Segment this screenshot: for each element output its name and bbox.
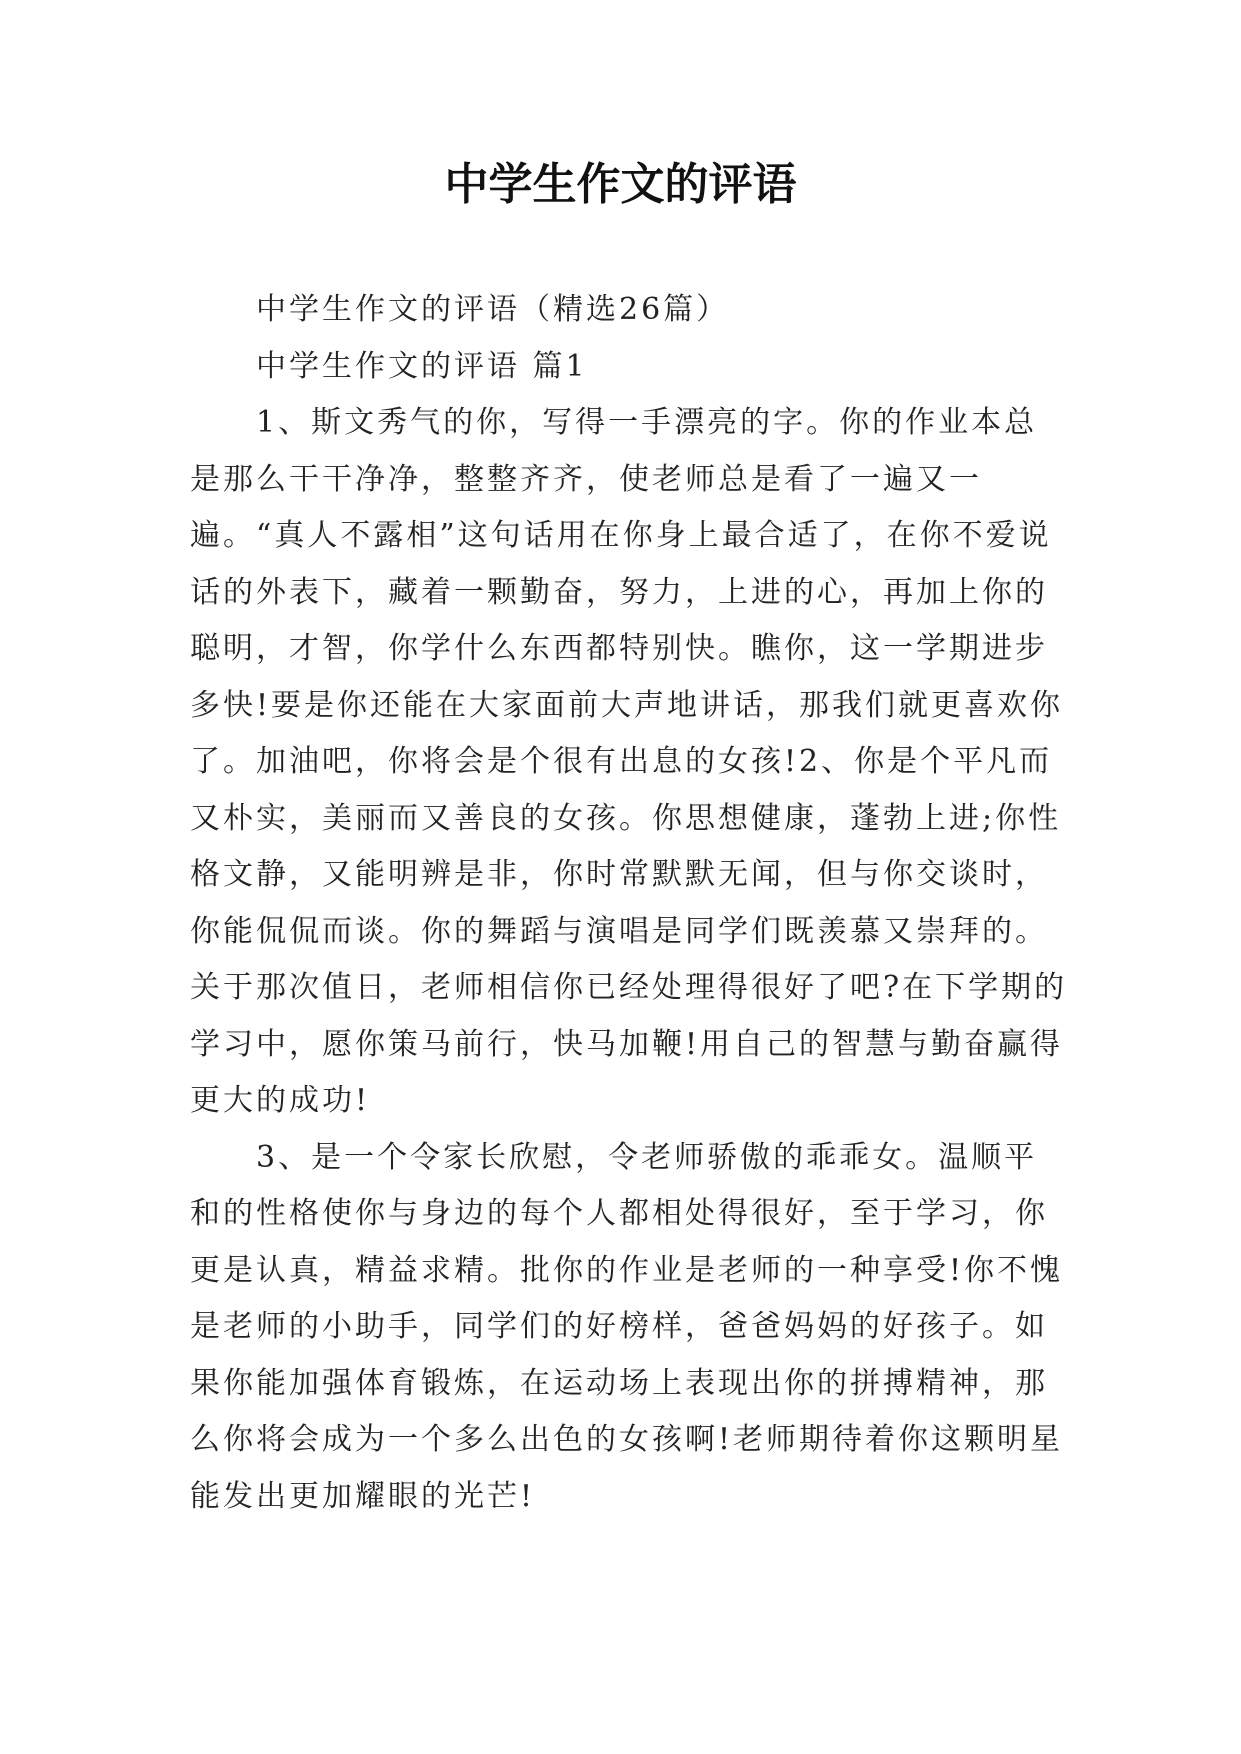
document-body xyxy=(190,282,1070,1525)
document-title: 中学生作文的评语 xyxy=(444,159,797,210)
body-paragraph: 1、斯文秀气的你，写得一手漂亮的字。你的作业本总是那么干干净净，整整齐齐，使老师总是看了一遍又一遍。“真人不露相”这句话用在你身上最合适了，在你不爱说话的外表下，藏着一颗勤奋，努力，上进的心，再加上你的聪明，才智，你学什么东西都特别快。瞧你，这一学期进步多快!要是你还能在大家面前大声地讲话，那我们就更喜欢你了。加油吧，你将会是个很有出息的女孩!2、你是个平凡而又朴实，美丽而又善良的女孩。你思想健康，蓬勃上进;你性格文静，又能明辨是非，你时常默默无闻，但与你交谈时，你能侃侃而谈。你的舞蹈与演唱是同学们既羡慕又崇拜的。关于那次值日，老师相信你已经处理得很好了吧?在下学期的学习中，愿你策马前行，快马加鞭!用自己的智慧与勤奋赢得更大的成功! xyxy=(190,405,1068,1118)
body-paragraph: 3、是一个令家长欣慰，令老师骄傲的乖乖女。温顺平和的性格使你与身边的每个人都相处得很好，至于学习，你更是认真，精益求精。批你的作业是老师的一种享受!你不愧是老师的小助手，同学们的好榜样，爸爸妈妈的好孩子。如果你能加强体育锻炼，在运动场上表现出你的拼搏精神，那么你将会成为一个多么出色的女孩啊!老师期待着你这颗明星能发出更加耀眼的光芒! xyxy=(190,1139,1064,1514)
subtitle-paragraph: 中学生作文的评语（精选26篇） xyxy=(256,292,730,327)
section-heading: 中学生作文的评语 篇1 xyxy=(256,348,588,384)
